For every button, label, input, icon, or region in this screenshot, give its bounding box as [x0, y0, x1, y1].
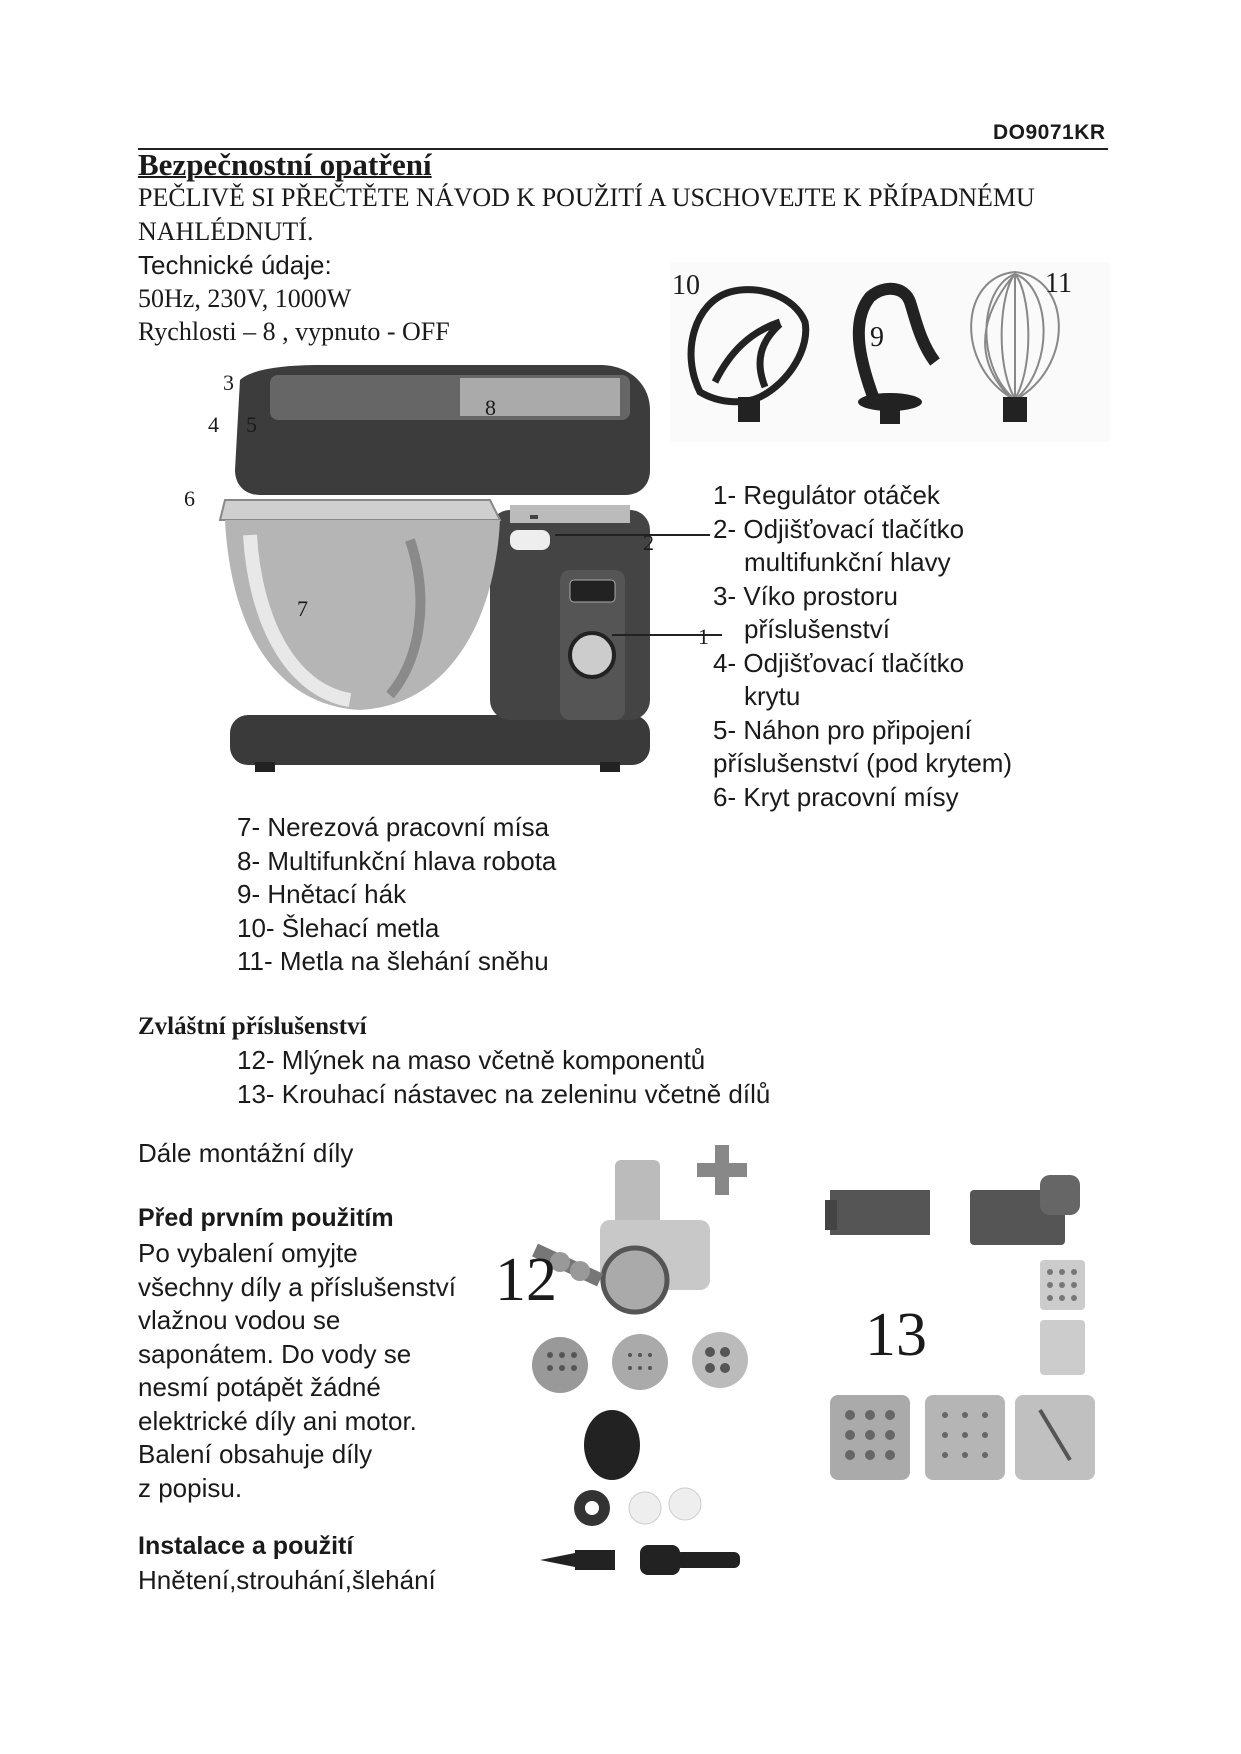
label-5: 5	[246, 412, 257, 437]
tech-speeds: Rychlosti – 8 , vypnuto - OFF	[138, 317, 450, 346]
label-11: 11	[1045, 268, 1072, 299]
part-1: 1- Regulátor otáček	[713, 480, 940, 510]
label-10: 10	[672, 270, 700, 301]
label-4: 4	[208, 412, 219, 437]
special-item-13: 13- Krouhací nástavec na zeleninu včetně dílů	[237, 1078, 771, 1109]
install-title: Instalace a použití	[138, 1532, 354, 1560]
montage-text: Dále montážní díly	[138, 1138, 354, 1168]
special-list	[237, 1044, 770, 1111]
part-5: 5- Náhon pro připojení	[713, 714, 972, 745]
part-4-cont: krytu	[744, 681, 801, 711]
vegetable-slicer-illustration	[810, 1160, 1110, 1485]
part-8: 8- Multifunkční hlava robota	[237, 845, 557, 876]
part-3-cont: příslušenství	[744, 614, 890, 644]
first-use-line: vlažnou vodou se	[138, 1305, 341, 1335]
label-12: 12	[495, 1246, 557, 1314]
parts-list-right	[713, 479, 1012, 814]
first-use-line: nesmí potápět žádné	[138, 1372, 381, 1402]
part-9: 9- Hnětací hák	[237, 879, 407, 909]
part-4: 4- Odjišťovací tlačítko	[713, 647, 965, 678]
first-use-line: Po vybalení omyjte	[138, 1238, 358, 1268]
part-6: 6- Kryt pracovní mísy	[713, 781, 959, 812]
label-13: 13	[865, 1301, 927, 1369]
label-1: 1	[698, 624, 709, 649]
cross-blade-icon	[697, 1145, 747, 1195]
first-use-line: saponátem. Do vody se	[138, 1338, 412, 1369]
part-7: 7- Nerezová pracovní mísa	[237, 812, 550, 842]
first-use-line: všechny díly a příslušenství	[138, 1271, 456, 1302]
first-use-text	[138, 1237, 456, 1505]
tech-power: 50Hz, 230V, 1000W	[138, 284, 352, 313]
label-6: 6	[184, 486, 195, 511]
parts-list-bottom	[237, 811, 556, 979]
install-text: Hnětení,strouhání,šlehání	[138, 1565, 436, 1595]
first-use-line: z popisu.	[138, 1472, 243, 1503]
first-use-line: Balení obsahuje díly	[138, 1439, 373, 1469]
model-number: DO9071KR	[993, 121, 1106, 144]
part-3: 3- Víko prostoru	[713, 580, 898, 611]
label-7: 7	[297, 596, 308, 621]
special-item-12: 12- Mlýnek na maso včetně komponentů	[237, 1045, 706, 1075]
label-9: 9	[870, 322, 884, 353]
special-title: Zvláštní příslušenství	[138, 1013, 367, 1040]
part-11: 11- Metla na šlehání sněhu	[237, 946, 549, 976]
leader-line-2	[555, 534, 710, 536]
label-2: 2	[643, 530, 654, 555]
first-use-title: Před prvním použitím	[138, 1204, 394, 1232]
part-5-cont: příslušenství (pod krytem)	[713, 748, 1013, 778]
part-2: 2- Odjišťovací tlačítko	[713, 513, 965, 544]
label-3: 3	[223, 370, 234, 395]
stand-mixer-illustration	[160, 360, 680, 780]
safety-warning: PEČLIVĚ SI PŘEČTĚTE NÁVOD K POUŽITÍ A USCHOVEJTE K PŘÍPADNÉMU NAHLÉDNUTÍ.	[138, 183, 1035, 246]
safety-title: Bezpečnostní opatření	[138, 147, 432, 182]
part-2-cont: multifunkční hlavy	[744, 547, 951, 577]
attachments-illustration	[670, 262, 1110, 442]
part-10: 10- Šlehací metla	[237, 912, 440, 943]
tech-title: Technické údaje:	[138, 250, 332, 280]
label-8: 8	[485, 395, 496, 420]
meat-grinder-illustration	[520, 1140, 790, 1610]
first-use-line: elektrické díly ani motor.	[138, 1405, 417, 1436]
